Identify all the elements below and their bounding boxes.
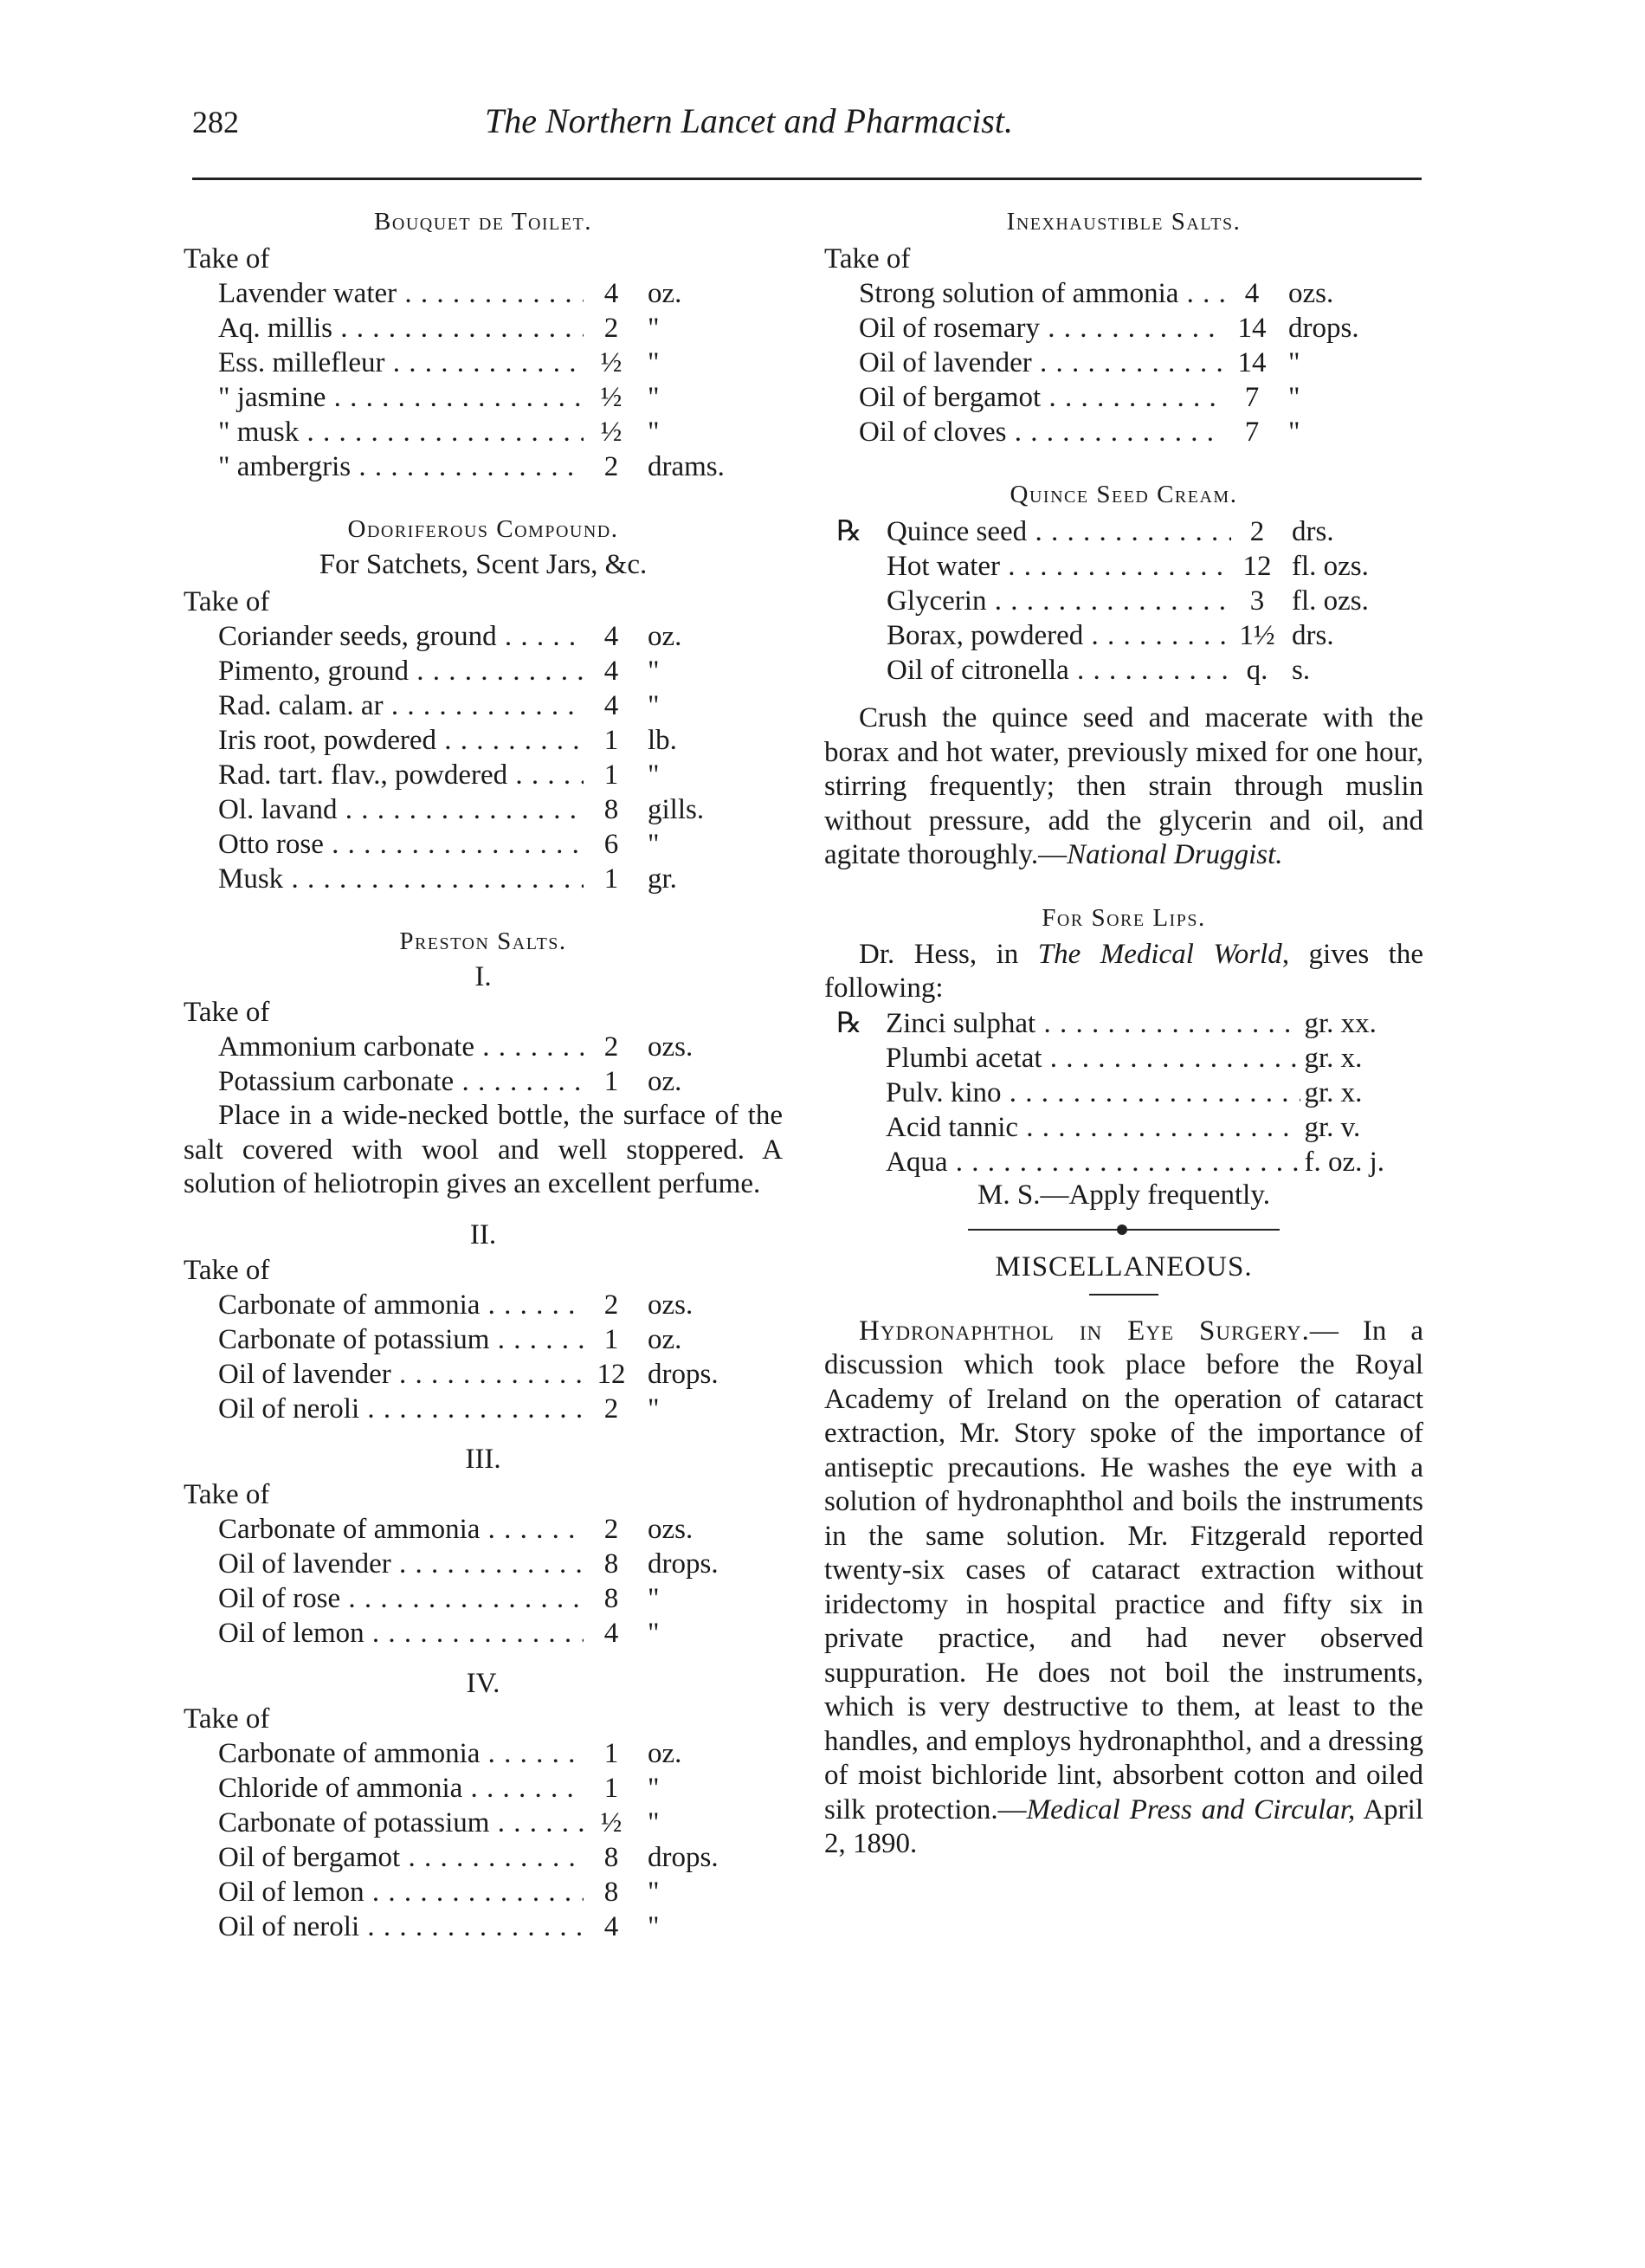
ingredient-dose: gr. v.	[1304, 1111, 1361, 1143]
ingredient-unit: drs.	[1292, 516, 1334, 547]
ingredient-unit: "	[648, 1617, 660, 1649]
ingredient-unit: drops.	[648, 1358, 719, 1390]
ingredient-name: Oil of neroli . . .	[184, 1392, 584, 1426]
ingredient-unit: oz.	[648, 278, 682, 309]
ingredient-unit: "	[1288, 382, 1300, 413]
ingredient-name: Glycerin . . .	[887, 584, 1231, 618]
ingredient-row	[184, 346, 783, 380]
ingredient-name: Rad. tart. flav., powdered . . .	[184, 758, 584, 792]
ingredient-row	[184, 1616, 783, 1651]
running-title: The Northern Lancet and Pharmacist.	[485, 101, 1013, 140]
ingredient-name: Potassium carbonate . . .	[184, 1064, 584, 1099]
ingredient-name: Ammonium carbonate . . .	[184, 1030, 584, 1064]
ingredient-unit: "	[648, 1392, 660, 1425]
ingredient-amount: 2	[603, 451, 619, 482]
ingredient-row	[824, 311, 1423, 346]
recipe-symbol	[824, 1145, 886, 1179]
ingredient-dose: gr. x.	[1304, 1042, 1363, 1074]
ingredient-name: " jasmine . . .	[184, 380, 584, 415]
ingredient-name: Borax, powdered . . .	[887, 618, 1231, 653]
take-of: Take of	[184, 1478, 270, 1510]
ingredient-amount: 1	[603, 1772, 619, 1804]
short-rule	[1089, 1294, 1158, 1296]
section-title: Quince Seed Cream.	[1010, 481, 1238, 508]
ingredient-row	[184, 1581, 783, 1616]
ingredient-row	[184, 1806, 783, 1840]
ingredient-amount: 2	[603, 1392, 619, 1425]
ingredient-name: Otto rose . . .	[184, 827, 584, 862]
ornamental-rule	[968, 1224, 1280, 1236]
ingredient-row	[824, 380, 1423, 415]
ingredient-name: Oil of neroli . . .	[184, 1909, 584, 1944]
ingredient-unit: "	[648, 382, 660, 413]
recipe-symbol	[824, 1076, 886, 1110]
page-number: 282	[192, 105, 239, 139]
ingredient-name: Carbonate of ammonia . . .	[184, 1736, 584, 1771]
ingredient-name: Carbonate of potassium . . .	[184, 1322, 584, 1357]
ingredient-unit: "	[648, 690, 660, 721]
ingredient-amount: 7	[1244, 417, 1260, 448]
ingredient-name: Pulv. kino . . .	[886, 1076, 1300, 1110]
ingredient-row	[824, 276, 1423, 311]
prescription-row	[824, 1110, 1423, 1145]
ingredient-name: Oil of lemon . . .	[184, 1875, 584, 1909]
ingredient-amount: 2	[603, 1513, 619, 1545]
ingredient-row	[184, 1064, 783, 1099]
recipe-symbol	[824, 1041, 886, 1076]
ingredient-row	[824, 415, 1423, 449]
ingredient-name: Aqua . . .	[886, 1145, 1300, 1179]
ingredient-row	[184, 792, 783, 827]
ingredient-amount: 3	[1249, 585, 1265, 617]
prescription-row	[824, 1145, 1423, 1179]
ingredient-unit: drams.	[648, 451, 725, 482]
ingredient-name: Oil of bergamot . . .	[824, 380, 1224, 415]
ingredient-row	[184, 1357, 783, 1392]
ingredient-name: Ess. millefleur . . .	[184, 346, 584, 380]
ingredient-row	[184, 758, 783, 792]
section-title: Odoriferous Compound.	[347, 515, 619, 543]
ingredient-row	[184, 827, 783, 862]
article-title: Hydronaphthol in Eye Surgery.	[859, 1315, 1310, 1347]
article-body: Hydronaphthol in Eye Surgery.— In a discussion which took place before the Royal Academy of Ireland on the operation of cataract extraction, Mr. Story spoke of the importance of antiseptic precautions. He washes the eye with a solution of hydronaphthol and boils the instruments in the same solution. Mr. Fitzgerald reported twenty-six cases of cataract extraction without iridectomy in hospital practice and fifty six in private practice, and had never observed suppuration. He does not boil the instruments, which is very destructive to them, at least to the handles, and employs hydronaphthol, and a dressing of moist bichloride lint, absorbent cotton and oiled silk protection.—Medical Press and Circular, April 2, 1890.	[824, 1315, 1424, 1859]
ingredient-unit: "	[648, 313, 660, 344]
section-title: For Sore Lips.	[1042, 903, 1206, 932]
ingredient-unit: drops.	[648, 1841, 719, 1873]
ingredient-name: Oil of rosemary . . .	[824, 311, 1224, 346]
prescription-list	[824, 1006, 1423, 1179]
ingredient-row	[184, 1736, 783, 1771]
ingredient-row	[184, 723, 783, 758]
ingredient-amount: 6	[603, 829, 619, 860]
ingredient-unit: drops.	[648, 1548, 719, 1580]
ingredient-unit: "	[648, 1910, 660, 1942]
ingredient-row	[184, 1392, 783, 1426]
recipe-symbol	[824, 1110, 886, 1145]
prescription-row	[824, 618, 1423, 653]
ingredient-unit: "	[648, 1772, 660, 1804]
ingredient-name: Oil of cloves . . .	[824, 415, 1224, 449]
ingredient-row	[184, 1288, 783, 1322]
take-of: Take of	[824, 243, 911, 275]
ingredient-amount: 1	[603, 863, 619, 895]
ingredient-amount: ½	[600, 1806, 623, 1838]
ingredient-name: Oil of bergamot . . .	[184, 1840, 584, 1875]
ingredient-amount: 4	[603, 656, 619, 687]
ingredient-name: Oil of lavender . . .	[184, 1547, 584, 1581]
section-subtitle: For Satchets, Scent Jars, &c.	[319, 549, 648, 580]
ingredient-row	[184, 1840, 783, 1875]
ingredient-amount: 1	[603, 1323, 619, 1355]
ingredient-unit: fl. ozs.	[1292, 551, 1369, 582]
ingredient-unit: "	[648, 1806, 660, 1838]
ingredient-name: Oil of citronella . . .	[887, 653, 1231, 688]
ingredient-unit: "	[648, 656, 660, 687]
ingredient-unit: lb.	[648, 725, 677, 756]
ingredient-amount: 8	[603, 1548, 619, 1580]
ingredient-amount: 1½	[1239, 620, 1275, 651]
ingredient-name: Iris root, powdered . . .	[184, 723, 584, 758]
ingredient-row	[184, 415, 783, 449]
ingredient-name: " musk . . .	[184, 415, 584, 449]
ingredient-list	[184, 1736, 783, 1944]
ingredient-amount: 12	[1242, 551, 1272, 582]
ingredient-unit: gr.	[648, 863, 677, 895]
ingredient-row	[184, 1771, 783, 1806]
ingredient-row	[184, 1512, 783, 1547]
ingredient-name: Ol. lavand . . .	[184, 792, 584, 827]
ingredient-amount: 4	[603, 1910, 619, 1942]
recipe-symbol	[824, 549, 887, 584]
ingredient-row	[184, 1909, 783, 1944]
ingredient-list	[184, 1030, 783, 1099]
prescription-list	[824, 514, 1423, 688]
recipe-symbol: ℞	[836, 1007, 862, 1039]
ingredient-unit: "	[648, 417, 660, 448]
ingredient-amount: 8	[603, 1876, 619, 1908]
recipe-intro: Dr. Hess, in The Medical World, gives the following:	[824, 938, 1423, 1004]
ingredient-name: Aq. millis . . .	[184, 311, 584, 346]
ingredient-name: Carbonate of potassium . . .	[184, 1806, 584, 1840]
ingredient-amount: 8	[603, 1841, 619, 1873]
ingredient-name: " ambergris . . .	[184, 449, 584, 484]
ingredient-dose: gr. xx.	[1304, 1007, 1377, 1039]
section-title: Preston Salts.	[399, 927, 567, 955]
ingredient-amount: 8	[603, 1582, 619, 1614]
ingredient-name: Carbonate of ammonia . . .	[184, 1288, 584, 1322]
ingredient-unit: oz.	[648, 621, 682, 652]
ingredient-amount: 2	[1249, 516, 1265, 547]
take-of: Take of	[184, 243, 270, 275]
ingredient-amount: 2	[603, 1031, 619, 1063]
ingredient-amount: 1	[603, 1737, 619, 1769]
ingredient-list	[184, 1512, 783, 1651]
ingredient-unit: "	[648, 829, 660, 860]
recipe-numeral: IV.	[466, 1667, 500, 1699]
recipe-symbol: ℞	[836, 516, 862, 547]
ingredient-unit: drops.	[1288, 313, 1359, 344]
recipe-symbol	[824, 618, 887, 653]
recipe-numeral: I.	[474, 961, 492, 992]
take-of: Take of	[184, 1254, 270, 1286]
ingredient-name: Coriander seeds, ground . . .	[184, 619, 584, 654]
ingredient-amount: 14	[1237, 313, 1267, 344]
ingredient-row	[184, 1547, 783, 1581]
ingredient-unit: "	[1288, 417, 1300, 448]
ingredient-name: Hot water . . .	[887, 549, 1231, 584]
prescription-row	[824, 1076, 1423, 1110]
ingredient-unit: ozs.	[1288, 278, 1334, 309]
ingredient-name: Plumbi acetat . . .	[886, 1041, 1300, 1076]
ingredient-amount: 4	[603, 1617, 619, 1649]
ingredient-amount: 4	[603, 621, 619, 652]
right-column	[824, 208, 1423, 1862]
ingredient-row	[184, 654, 783, 688]
ingredient-amount: ½	[600, 382, 623, 413]
prescription-row	[824, 549, 1423, 584]
ingredient-amount: 1	[603, 725, 619, 756]
ingredient-name: Oil of lemon . . .	[184, 1616, 584, 1651]
ingredient-amount: 7	[1244, 382, 1260, 413]
ingredient-name: Pimento, ground . . .	[184, 654, 584, 688]
ingredient-amount: ½	[600, 417, 623, 448]
ingredient-dose: gr. x.	[1304, 1076, 1363, 1108]
ingredient-list	[184, 1288, 783, 1426]
ingredient-unit: oz.	[648, 1323, 682, 1355]
ingredient-amount: 2	[603, 1289, 619, 1321]
ingredient-unit: ozs.	[648, 1513, 693, 1545]
section-title: Inexhaustible Salts.	[1006, 208, 1242, 236]
ingredient-row	[184, 449, 783, 484]
prescription-row	[824, 584, 1423, 618]
prescription-row	[824, 653, 1423, 688]
ingredient-name: Lavender water . . .	[184, 276, 584, 311]
left-column	[184, 208, 783, 1944]
ingredient-amount: 8	[603, 794, 619, 825]
ingredient-name: Carbonate of ammonia . . .	[184, 1512, 584, 1547]
ingredient-unit: "	[1288, 347, 1300, 378]
take-of: Take of	[184, 1703, 270, 1735]
ingredient-list	[184, 276, 783, 484]
prescription-row	[824, 514, 1423, 549]
recipe-body: Crush the quince seed and macerate with the borax and hot water, previously mixed for one hour, stirring frequently; then strain through muslin without pressure, add the glycerin and oil, and agitate thoroughly.—National Druggist.	[824, 702, 1423, 870]
ingredient-row	[184, 311, 783, 346]
ingredient-name: Zinci sulphat . . .	[886, 1006, 1300, 1041]
ingredient-unit: ozs.	[648, 1289, 693, 1321]
ingredient-name: Chloride of ammonia . . .	[184, 1771, 584, 1806]
take-of: Take of	[184, 586, 270, 617]
citation-source: National Druggist.	[1067, 839, 1283, 870]
ingredient-amount: 4	[603, 278, 619, 309]
ingredient-unit: drs.	[1292, 620, 1334, 651]
ingredient-row	[184, 862, 783, 896]
ingredient-name: Musk . . .	[184, 862, 584, 896]
ingredient-unit: "	[648, 1876, 660, 1908]
ingredient-amount: 1	[603, 759, 619, 791]
ingredient-unit: oz.	[648, 1737, 682, 1769]
ingredient-row	[184, 1875, 783, 1909]
ingredient-amount: 14	[1237, 347, 1267, 378]
ingredient-amount: 4	[603, 690, 619, 721]
ingredient-amount: 4	[1244, 278, 1260, 309]
recipe-numeral: III.	[465, 1443, 501, 1475]
ingredient-row	[184, 276, 783, 311]
prescription-row	[824, 1041, 1423, 1076]
recipe-note: Place in a wide-necked bottle, the surface of the salt covered with wool and well stoppered. A solution of heliotropin gives an excellent perfume.	[184, 1100, 783, 1199]
ingredient-name: Acid tannic . . .	[886, 1110, 1300, 1145]
ingredient-unit: fl. ozs.	[1292, 585, 1369, 617]
signa: M. S.—Apply frequently.	[977, 1179, 1270, 1211]
ingredient-unit: oz.	[648, 1066, 682, 1097]
ingredient-unit: s.	[1292, 655, 1311, 686]
ingredient-name: Oil of lavender . . .	[184, 1357, 584, 1392]
take-of: Take of	[184, 997, 270, 1028]
ingredient-row	[184, 1322, 783, 1357]
ingredient-list	[824, 276, 1423, 449]
ingredient-amount: 2	[603, 313, 619, 344]
recipe-symbol	[824, 584, 887, 618]
ingredient-amount: 1	[603, 1066, 619, 1097]
ingredient-row	[184, 619, 783, 654]
citation-source: Medical Press and Circular,	[1026, 1793, 1356, 1825]
ingredient-row	[824, 346, 1423, 380]
ingredient-list	[184, 619, 783, 896]
recipe-numeral: II.	[469, 1218, 497, 1250]
miscellaneous-heading: MISCELLANEOUS.	[995, 1250, 1253, 1283]
ingredient-unit: "	[648, 1582, 660, 1614]
ingredient-row	[184, 380, 783, 415]
ingredient-name: Oil of lavender . . .	[824, 346, 1224, 380]
section-title: Bouquet de Toilet.	[374, 208, 592, 236]
ingredient-row	[184, 688, 783, 723]
ingredient-amount: 12	[597, 1358, 626, 1390]
header-rule	[192, 178, 1422, 180]
recipe-symbol	[824, 653, 887, 688]
ingredient-name: Oil of rose . . .	[184, 1581, 584, 1616]
ingredient-dose: f. oz. j.	[1304, 1146, 1385, 1178]
ingredient-unit: ozs.	[648, 1031, 693, 1063]
ingredient-amount: ½	[600, 347, 623, 378]
ingredient-unit: "	[648, 347, 660, 378]
ingredient-row	[184, 1030, 783, 1064]
ingredient-unit: gills.	[648, 794, 705, 825]
ingredient-amount: q.	[1246, 655, 1268, 686]
ingredient-unit: "	[648, 759, 660, 791]
ingredient-name: Rad. calam. ar . . .	[184, 688, 584, 723]
ingredient-name: Quince seed . . .	[887, 514, 1231, 549]
prescription-row	[824, 1006, 1423, 1041]
ingredient-name: Strong solution of ammonia . . .	[824, 276, 1224, 311]
